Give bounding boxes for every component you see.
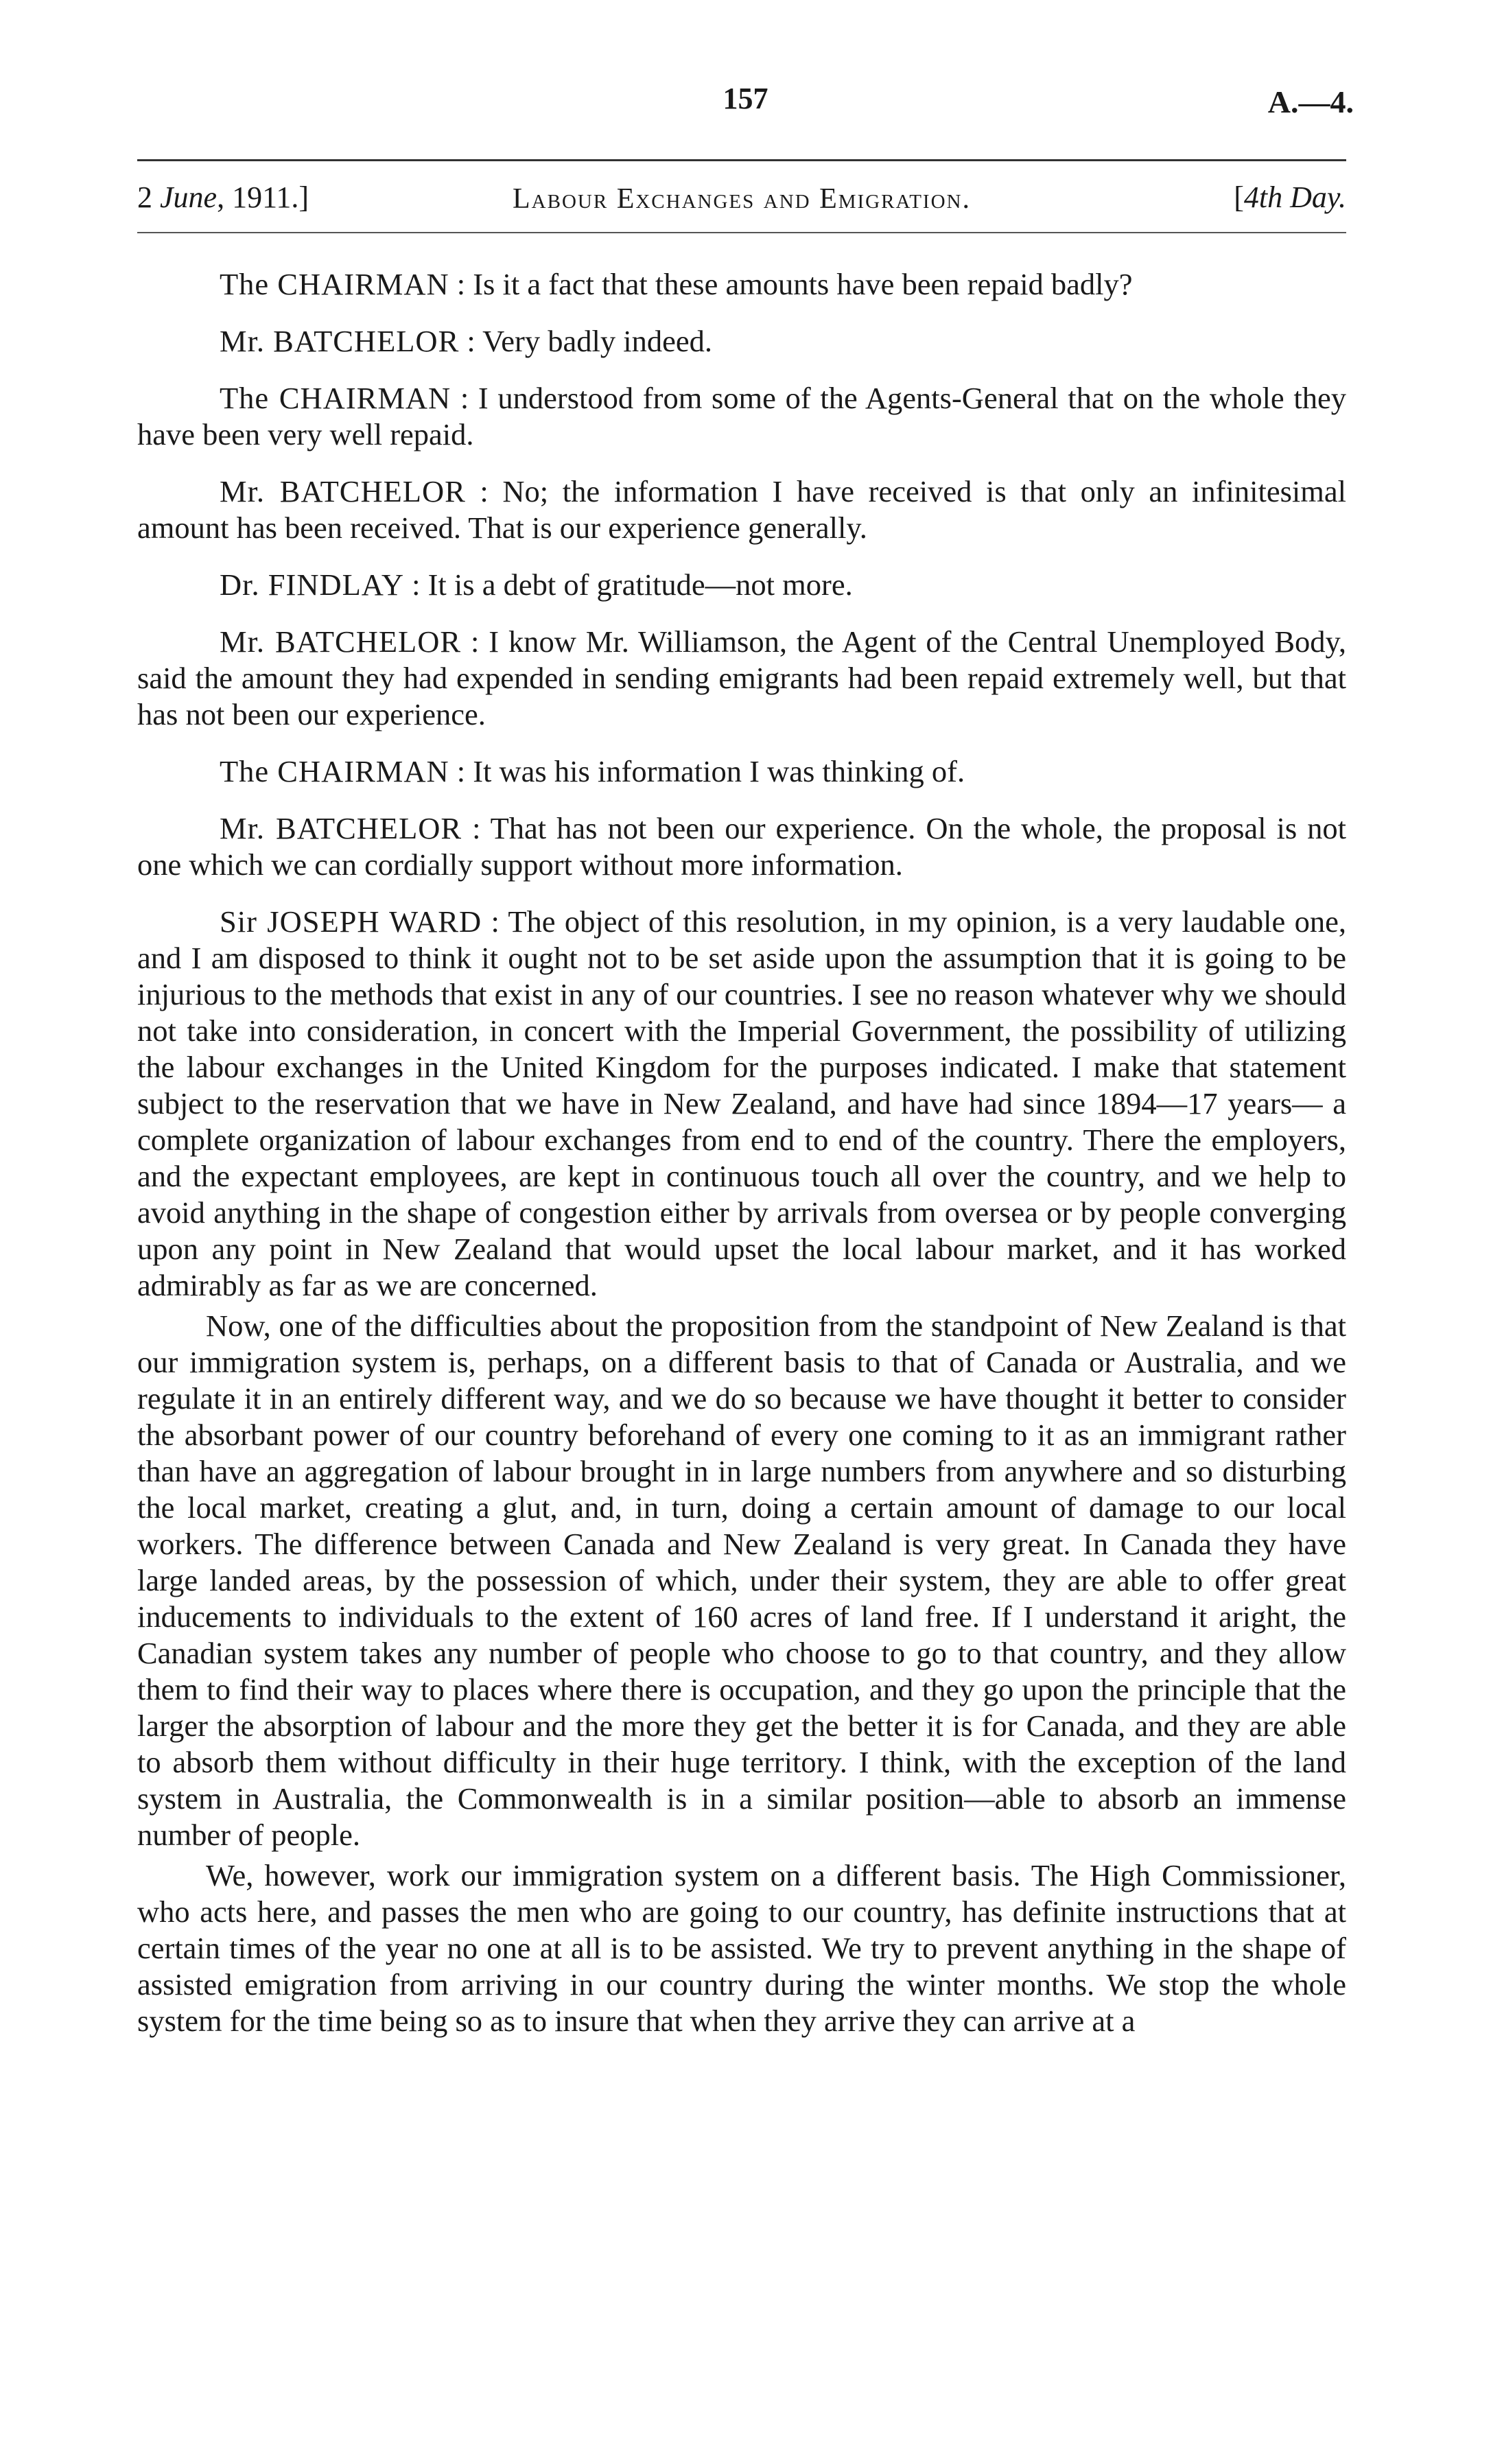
header-title: Labour Exchanges and Emigration. [513,183,971,215]
paragraph: The CHAIRMAN : Is it a fact that these amounts have been repaid badly? [220,267,1133,301]
paragraph: Sir JOSEPH WARD : The object of this resolution, in my opinion, is a very laudable one, and I am disposed to think it ought not to be set aside upon the assumption that it is going to be injurious to the methods that exist in any of our countries. I see no reason whatever why we should not take into consideration, in concert with the Imperial Government, the possibility of utilizing the labour exchanges in the United Kingdom for the purposes indicated. I make that statement subject to the reservation that we have in New Zealand, and have had since 1894—17 years— a complete organization of labour exchanges from end to end of the country. There the employers, and the expectant employees, are kept in continuous touch all over the country, and we help to avoid anything in the shape of congestion either by arrivals from oversea or by people converging upon any point in New Zealand that would upset the local labour market, and it has worked admirably as far as we are concerned. [137,904,1347,1302]
speaker-name: The CHAIRMAN [220,381,451,415]
paragraph: Dr. FINDLAY : It is a debt of gratitude—not more. [220,567,853,602]
paragraph: The CHAIRMAN : It was his information I was thinking of. [220,754,965,788]
header-rule-top [137,159,1346,161]
header-day: [4th Day. [1234,180,1346,214]
paragraph: Mr. BATCHELOR : That has not been our experience. On the whole, the proposal is not one which we can cordially support without more information. [137,811,1347,882]
speaker-name: Mr. BATCHELOR [220,811,462,845]
speaker-name: Sir JOSEPH WARD [220,904,482,939]
speaker-name: The CHAIRMAN [220,267,449,301]
speaker-name: The CHAIRMAN [220,754,449,788]
header-rule-bottom [137,232,1346,233]
body-text [137,266,1346,2039]
speaker-name: Mr. BATCHELOR [220,624,462,659]
speaker-name: Dr. FINDLAY [220,567,404,602]
paragraph: Now, one of the difficulties about the proposition from the standpoint of New Zealand is that our immigration system is, perhaps, on a different basis to that of Canada or Australia, and we regulate it in an entirely different way, and we do so because we have thought it better to consider the absorbant power of our country beforehand of every one coming to it as an immigrant rather than have an aggregation of labour brought in in large numbers from anywhere and so disturbing the local market, creating a glut, and, in turn, doing a certain amount of damage to our local workers. The difference between Canada and New Zealand is very great. In Canada they have large landed areas, by the possession of which, under their system, they are able to offer great inducements to individuals to the extent of 160 acres of land free. If I understand it aright, the Canadian system takes any number of people who choose to go to that country, and they allow them to find their way to places where there is occupation, and they go upon the principle that the larger the absorption of labour and the more they get the better it is for Canada, and they are able to absorb them without difficulty in their huge territory. I think, with the exception of the land system in Australia, the Commonwealth is in a similar position—able to absorb an immense number of people. [137,1309,1346,1852]
document-code: A.—4. [1267,84,1354,119]
paragraph: The CHAIRMAN : I understood from some of the Agents-General that on the whole they have been very well repaid. [137,381,1346,451]
speaker-name: Mr. BATCHELOR [220,474,466,508]
running-head [137,180,1346,228]
page-number: 157 [723,82,768,115]
paragraph: We, however, work our immigration system on a different basis. The High Commissioner, who acts here, and passes the men who are going to our country, has definite instructions that at certain times of the year no one at all is to be assisted. We try to prevent anything in the shape of assisted emigration from arriving in our country during the winter months. We stop the whole system for the time being so as to insure that when they arrive they can arrive at a [137,1858,1346,2038]
speaker-name: Mr. BATCHELOR [220,324,460,358]
paragraph: Mr. BATCHELOR : No; the information I have received is that only an infinitesimal amount has been received. That is our experience generally. [137,474,1346,545]
header-date: 2 June, 1911.] [137,180,309,214]
paragraph: Mr. BATCHELOR : I know Mr. Williamson, the Agent of the Central Unemployed Body, said the amount they had expended in sending emigrants had been repaid extremely well, but that has not been our experience. [137,624,1346,731]
paragraph: Mr. BATCHELOR : Very badly indeed. [220,324,712,358]
